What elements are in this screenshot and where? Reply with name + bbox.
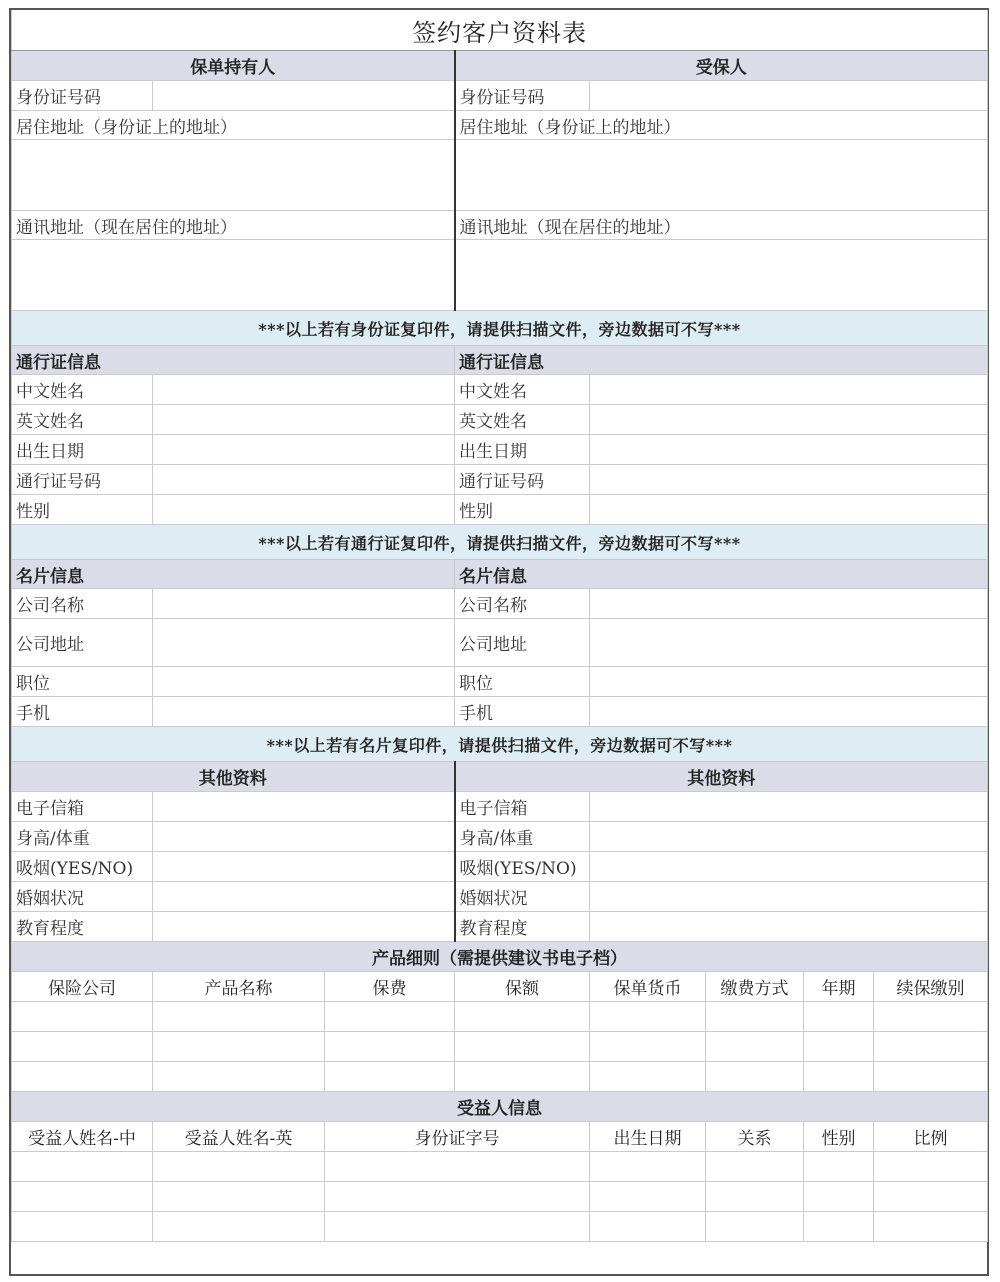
card-field-label: 手机 — [455, 697, 590, 727]
product-cell[interactable] — [590, 1062, 706, 1092]
client-info-sheet — [9, 8, 989, 1276]
product-cell[interactable] — [12, 1002, 153, 1032]
product-column-header: 年期 — [804, 972, 874, 1002]
card-field-label: 公司名称 — [12, 589, 153, 619]
card-copy-note: ***以上若有名片复印件，请提供扫描文件，旁边数据可不写*** — [12, 727, 988, 762]
insured-residence-field[interactable] — [455, 140, 988, 211]
beneficiary-column-header: 受益人姓名-英 — [153, 1122, 325, 1152]
id-copy-note: ***以上若有身份证复印件，请提供扫描文件，旁边数据可不写*** — [12, 311, 988, 346]
product-cell[interactable] — [455, 1062, 590, 1092]
insured-other-field[interactable] — [590, 912, 988, 942]
product-column-header: 保单货币 — [590, 972, 706, 1002]
product-column-header: 产品名称 — [153, 972, 325, 1002]
holder-permit-header: 通行证信息 — [12, 346, 455, 375]
beneficiary-cell[interactable] — [706, 1212, 804, 1242]
card-field-label: 职位 — [12, 667, 153, 697]
holder-other-field[interactable] — [153, 822, 455, 852]
other-field-label: 婚姻状况 — [455, 882, 590, 912]
product-cell[interactable] — [590, 1002, 706, 1032]
beneficiary-cell[interactable] — [590, 1152, 706, 1182]
product-row — [12, 1062, 988, 1092]
beneficiary-column-header: 出生日期 — [590, 1122, 706, 1152]
insured-other-field[interactable] — [590, 882, 988, 912]
product-cell[interactable] — [804, 1032, 874, 1062]
product-cell[interactable] — [455, 1002, 590, 1032]
holder-other-header: 其他资料 — [12, 762, 455, 792]
holder-mailing-field[interactable] — [12, 240, 455, 311]
insured-card-field[interactable] — [590, 667, 988, 697]
product-cell[interactable] — [874, 1002, 988, 1032]
beneficiary-column-header: 身份证字号 — [325, 1122, 590, 1152]
product-cell[interactable] — [706, 1002, 804, 1032]
holder-permit-field[interactable] — [153, 495, 455, 525]
product-cell[interactable] — [455, 1032, 590, 1062]
product-column-header: 保费 — [325, 972, 455, 1002]
beneficiary-row — [12, 1182, 988, 1212]
permit-copy-note: ***以上若有通行证复印件，请提供扫描文件，旁边数据可不写*** — [12, 525, 988, 560]
insured-mailing-field[interactable] — [455, 240, 988, 311]
product-column-header: 保险公司 — [12, 972, 153, 1002]
product-cell[interactable] — [804, 1062, 874, 1092]
other-field-label: 婚姻状况 — [12, 882, 153, 912]
product-column-header: 保额 — [455, 972, 590, 1002]
beneficiary-cell[interactable] — [325, 1182, 590, 1212]
holder-residence-label: 居住地址（身份证上的地址） — [12, 111, 455, 140]
holder-other-field[interactable] — [153, 882, 455, 912]
holder-permit-field[interactable] — [153, 405, 455, 435]
holder-other-field[interactable] — [153, 852, 455, 882]
beneficiary-cell[interactable] — [325, 1212, 590, 1242]
product-cell[interactable] — [706, 1062, 804, 1092]
beneficiary-column-header: 受益人姓名-中 — [12, 1122, 153, 1152]
permit-field-label: 通行证号码 — [455, 465, 590, 495]
card-field-label: 公司名称 — [455, 589, 590, 619]
insured-residence-label: 居住地址（身份证上的地址） — [455, 111, 988, 140]
product-cell[interactable] — [325, 1062, 455, 1092]
permit-field-label: 出生日期 — [12, 435, 153, 465]
product-row — [12, 1002, 988, 1032]
beneficiary-cell[interactable] — [153, 1182, 325, 1212]
holder-card-field[interactable] — [153, 667, 455, 697]
insured-card-field[interactable] — [590, 589, 988, 619]
holder-header: 保单持有人 — [12, 51, 455, 81]
product-cell[interactable] — [874, 1062, 988, 1092]
card-field-label: 公司地址 — [12, 619, 153, 667]
holder-id-field[interactable] — [153, 81, 455, 111]
other-field-label: 教育程度 — [12, 912, 153, 942]
product-cell[interactable] — [153, 1002, 325, 1032]
holder-card-field[interactable] — [153, 619, 455, 667]
permit-field-label: 中文姓名 — [455, 375, 590, 405]
permit-field-label: 中文姓名 — [12, 375, 153, 405]
beneficiary-row — [12, 1152, 988, 1182]
holder-mailing-label: 通讯地址（现在居住的地址） — [12, 211, 455, 240]
permit-field-label: 通行证号码 — [12, 465, 153, 495]
beneficiary-cell[interactable] — [706, 1182, 804, 1212]
holder-other-field[interactable] — [153, 912, 455, 942]
insured-mailing-label: 通讯地址（现在居住的地址） — [455, 211, 988, 240]
insured-permit-field[interactable] — [590, 405, 988, 435]
card-field-label: 手机 — [12, 697, 153, 727]
other-field-label: 身高/体重 — [455, 822, 590, 852]
product-column-header: 续保缴别 — [874, 972, 988, 1002]
product-cell[interactable] — [590, 1032, 706, 1062]
holder-card-field[interactable] — [153, 697, 455, 727]
beneficiary-cell[interactable] — [12, 1182, 153, 1212]
other-field-label: 电子信箱 — [455, 792, 590, 822]
beneficiary-cell[interactable] — [325, 1152, 590, 1182]
holder-other-field[interactable] — [153, 792, 455, 822]
other-field-label: 吸烟(YES/NO) — [12, 852, 153, 882]
beneficiary-cell[interactable] — [590, 1212, 706, 1242]
form-table — [11, 10, 988, 1242]
holder-residence-field[interactable] — [12, 140, 455, 211]
product-cell[interactable] — [325, 1032, 455, 1062]
product-cell[interactable] — [153, 1032, 325, 1062]
insured-other-field[interactable] — [590, 822, 988, 852]
beneficiary-cell[interactable] — [874, 1212, 988, 1242]
other-field-label: 电子信箱 — [12, 792, 153, 822]
beneficiary-column-header: 关系 — [706, 1122, 804, 1152]
card-field-label: 公司地址 — [455, 619, 590, 667]
other-field-label: 教育程度 — [455, 912, 590, 942]
insured-header: 受保人 — [455, 51, 988, 81]
other-field-label: 身高/体重 — [12, 822, 153, 852]
beneficiary-cell[interactable] — [804, 1212, 874, 1242]
insured-permit-field[interactable] — [590, 465, 988, 495]
beneficiary-cell[interactable] — [153, 1212, 325, 1242]
insured-permit-field[interactable] — [590, 435, 988, 465]
product-column-header: 缴费方式 — [706, 972, 804, 1002]
permit-field-label: 英文姓名 — [455, 405, 590, 435]
insured-card-field[interactable] — [590, 619, 988, 667]
card-field-label: 职位 — [455, 667, 590, 697]
beneficiary-cell[interactable] — [153, 1152, 325, 1182]
permit-field-label: 英文姓名 — [12, 405, 153, 435]
product-row — [12, 1032, 988, 1062]
beneficiary-cell[interactable] — [12, 1212, 153, 1242]
beneficiary-cell[interactable] — [12, 1152, 153, 1182]
insured-permit-header: 通行证信息 — [455, 346, 988, 375]
beneficiary-cell[interactable] — [804, 1152, 874, 1182]
insured-other-field[interactable] — [590, 792, 988, 822]
product-cell[interactable] — [153, 1062, 325, 1092]
beneficiary-cell[interactable] — [804, 1182, 874, 1212]
product-cell[interactable] — [804, 1002, 874, 1032]
insured-id-field[interactable] — [590, 81, 988, 111]
permit-field-label: 性别 — [455, 495, 590, 525]
insured-permit-field[interactable] — [590, 375, 988, 405]
page-title: 签约客户资料表 — [12, 10, 988, 51]
insured-other-header: 其他资料 — [455, 762, 988, 792]
insured-permit-field[interactable] — [590, 495, 988, 525]
beneficiary-cell[interactable] — [706, 1152, 804, 1182]
holder-card-header: 名片信息 — [12, 560, 455, 589]
holder-card-field[interactable] — [153, 589, 455, 619]
permit-field-label: 出生日期 — [455, 435, 590, 465]
product-cell[interactable] — [325, 1002, 455, 1032]
holder-permit-field[interactable] — [153, 465, 455, 495]
insured-card-header: 名片信息 — [455, 560, 988, 589]
holder-permit-field[interactable] — [153, 435, 455, 465]
permit-field-label: 性别 — [12, 495, 153, 525]
beneficiary-column-header: 比例 — [874, 1122, 988, 1152]
holder-permit-field[interactable] — [153, 375, 455, 405]
product-cell[interactable] — [12, 1062, 153, 1092]
beneficiary-row — [12, 1212, 988, 1242]
product-cell[interactable] — [706, 1032, 804, 1062]
other-field-label: 吸烟(YES/NO) — [455, 852, 590, 882]
insured-card-field[interactable] — [590, 697, 988, 727]
product-cell[interactable] — [12, 1032, 153, 1062]
beneficiary-cell[interactable] — [590, 1182, 706, 1212]
beneficiary-cell[interactable] — [874, 1152, 988, 1182]
beneficiary-column-header: 性别 — [804, 1122, 874, 1152]
beneficiary-header: 受益人信息 — [12, 1092, 988, 1122]
beneficiary-cell[interactable] — [874, 1182, 988, 1212]
product-header: 产品细则（需提供建议书电子档） — [12, 942, 988, 972]
insured-other-field[interactable] — [590, 852, 988, 882]
insured-id-label: 身份证号码 — [455, 81, 590, 111]
product-cell[interactable] — [874, 1032, 988, 1062]
holder-id-label: 身份证号码 — [12, 81, 153, 111]
